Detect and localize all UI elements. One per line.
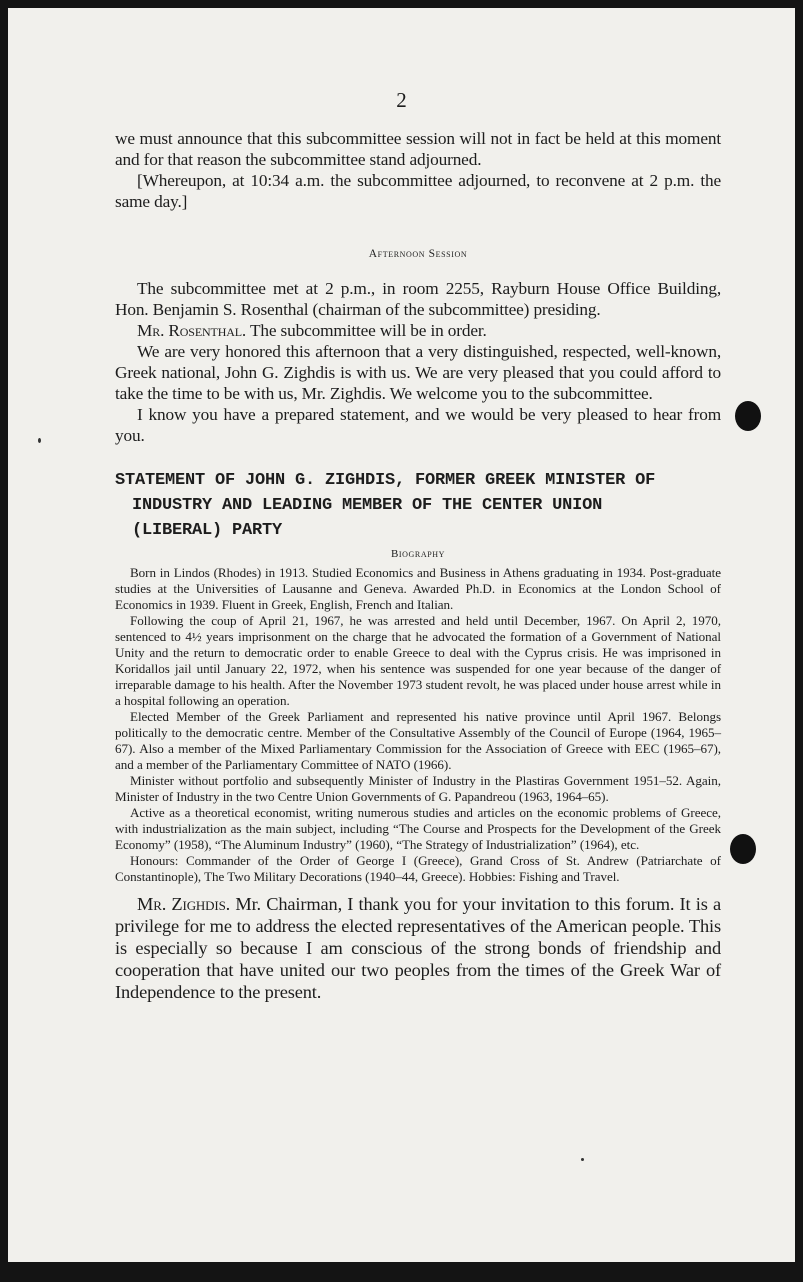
statement-heading-line-3: (LIBERAL) PARTY: [132, 521, 283, 540]
testimony-text: Mr. Chairman, I thank you for your invitation to this forum. It is a privilege for me to address the elected representatives of the American people. This is especially so because I am conscious of the strong bonds of friendship and cooperation that have united our two peoples from the times of the Greek War of Independence to the present.: [115, 894, 721, 1002]
afternoon-session-heading: Afternoon Session: [368, 248, 468, 260]
document-page: [8, 8, 795, 1262]
statement-heading: [115, 468, 721, 543]
biography-heading: Biography: [390, 548, 446, 560]
speaker-name-rosenthal: Mr. Rosenthal.: [137, 321, 247, 340]
biography-paragraph: Active as a theoretical economist, writing numerous studies and articles on the economic problems of Greece, with industrialization as the main subject, including “The Course and Prospects for the Development of the Greek Economy” (1958), “The Aluminum Industry” (1960), “The Strategy of Industrialization” (1964), etc.: [115, 805, 721, 852]
prepared-statement-paragraph: I know you have a prepared statement, and we would be very pleased to hear from you.: [115, 405, 721, 445]
biography-paragraph: Honours: Commander of the Order of George I (Greece), Grand Cross of St. Andrew (Patriarchate of Constantinople), The Two Military Decorations (1940–44, Greece). Hobbies: Fishing and Travel.: [115, 853, 721, 884]
scan-speck: [38, 438, 41, 443]
scan-speck: [581, 1158, 584, 1161]
page-number: 2: [396, 88, 407, 112]
biography-paragraph: Born in Lindos (Rhodes) in 1913. Studied Economics and Business in Athens graduating in 1934. Post-graduate studies at the Universities of Lausanne and Geneva. Awarded Ph.D. in Economics at the London School of Economics in 1939. Fluent in Greek, English, French and Italian.: [115, 565, 721, 612]
chairman-remark: [115, 320, 721, 341]
afternoon-section: [115, 234, 721, 1003]
statement-heading-line-1: STATEMENT OF JOHN G. ZIGHDIS, FORMER GREEK MINISTER OF: [115, 471, 656, 490]
welcome-paragraph: We are very honored this afternoon that a very distinguished, respected, well-known, Greek national, John G. Zighdis is with us. We are very pleased that you could afford to take the time to be with us, Mr. Zighdis. We welcome you to the subcommittee.: [115, 342, 721, 403]
binder-hole: [730, 834, 756, 864]
testimony-paragraph: [115, 893, 721, 1003]
opening-paragraph: we must announce that this subcommittee session will not in fact be held at this moment and for that reason the subcommittee stand adjourned.: [115, 129, 721, 169]
biography-paragraph: Elected Member of the Greek Parliament and represented his native province until April 1967. Belongs politically to the democratic centre. Member of the Consultative Assembly of the Council of Europe (1964, 1965–67). Also a member of the Mixed Parliamentary Commission for the Association of Greece with EEC (1965–67), and a member of the Parliamentary Committee of NATO (1966).: [115, 709, 721, 772]
biography-paragraph: Minister without portfolio and subsequently Minister of Industry in the Plastiras Government 1951–52. Again, Minister of Industry in the two Centre Union Governments of G. Papandreou (1963, 1964–65).: [115, 773, 721, 804]
speaker-name-zighdis: Mr. Zighdis.: [137, 894, 231, 914]
afternoon-opening-paragraph: The subcommittee met at 2 p.m., in room 2255, Rayburn House Office Building, Hon. Benjamin S. Rosenthal (chairman of the subcommittee) presiding.: [115, 279, 721, 319]
binder-hole: [735, 401, 761, 431]
statement-heading-line-2: INDUSTRY AND LEADING MEMBER OF THE CENTER UNION: [132, 496, 603, 515]
chairman-remark-text: The subcommittee will be in order.: [246, 321, 487, 340]
biography-paragraph: Following the coup of April 21, 1967, he was arrested and held until December, 1967. On April 2, 1970, sentenced to 4½ years imprisonment on the charge that he advocated the formation of a Government of National Unity and the return to democratic order to enable Greece to deal with the Cyprus crisis. He was imprisoned in Koridallos jail until January 22, 1972, when his sentence was suspended for one year because of the danger of irreparable damage to his health. After the November 1973 student revolt, he was placed under house arrest while in a hospital following an operation.: [115, 613, 721, 708]
opening-section: [115, 128, 721, 212]
adjournment-note: [Whereupon, at 10:34 a.m. the subcommittee adjourned, to reconvene at 2 p.m. the same day.]: [115, 171, 721, 211]
